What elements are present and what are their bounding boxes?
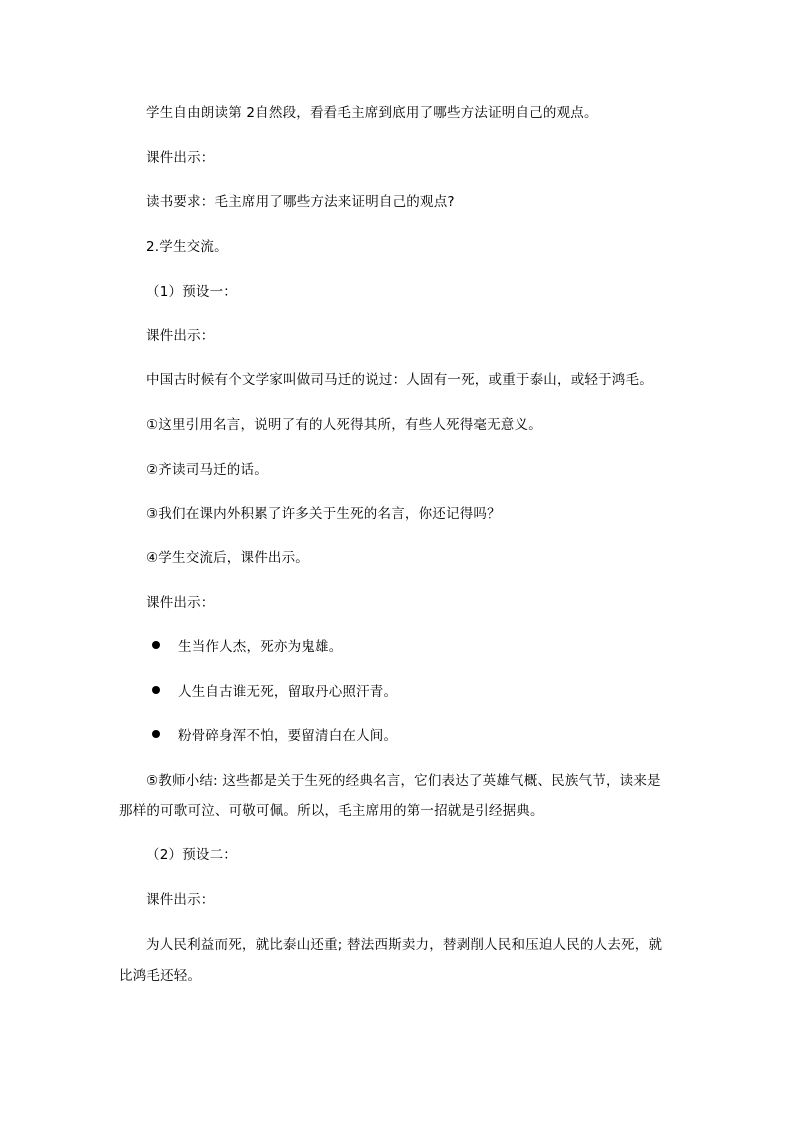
- summary-line-2: 那样的可歌可泣、可敬可佩。所以，毛主席用的第一招就是引经据典。: [119, 803, 544, 819]
- bullet-dot-icon: [152, 730, 160, 738]
- quote-line-1: 为人民利益而死，就比泰山还重; 替法西斯卖力，替剥削人民和压迫人民的人去死，就: [146, 937, 663, 953]
- bullet-dot-icon: [152, 641, 160, 649]
- summary-line-1: ⑤教师小结: 这些都是关于生死的经典名言，它们表达了英雄气概、民族气节，读来是: [146, 773, 661, 789]
- paragraph: ③我们在课内外积累了许多关于生死的名言，你还记得吗？: [146, 506, 501, 522]
- paragraph: ②齐读司马迁的话。: [146, 462, 268, 478]
- paragraph: 2.学生交流。: [146, 239, 228, 255]
- list-item-text: 生当作人杰，死亦为鬼雄。: [178, 639, 343, 655]
- paragraph: 课件出示：: [146, 595, 215, 611]
- paragraph: 读书要求：毛主席用了哪些方法来证明自己的观点?: [146, 194, 455, 210]
- paragraph: （1）预设一：: [146, 284, 237, 300]
- paragraph: 课件出示：: [146, 150, 215, 166]
- list-item-text: 粉骨碎身浑不怕，要留清白在人间。: [178, 728, 398, 744]
- list-item-text: 人生自古谁无死，留取丹心照汗青。: [178, 684, 398, 700]
- quote-line-2: 比鸿毛还轻。: [119, 968, 202, 984]
- preset-two: （2）预设二：: [146, 847, 237, 863]
- paragraph: 课件出示：: [146, 328, 215, 344]
- paragraph: 中国古时候有个文学家叫做司马迁的说过：人固有一死，或重于泰山，或轻于鸿毛。: [146, 372, 653, 388]
- bullet-dot-icon: [152, 686, 160, 694]
- courseware-label: 课件出示：: [146, 892, 215, 908]
- paragraph: ①这里引用名言，说明了有的人死得其所，有些人死得毫无意义。: [146, 417, 542, 433]
- paragraph: 学生自由朗读第 2自然段，看看毛主席到底用了哪些方法证明自己的观点。: [146, 105, 598, 121]
- paragraph: ④学生交流后，课件出示。: [146, 550, 310, 566]
